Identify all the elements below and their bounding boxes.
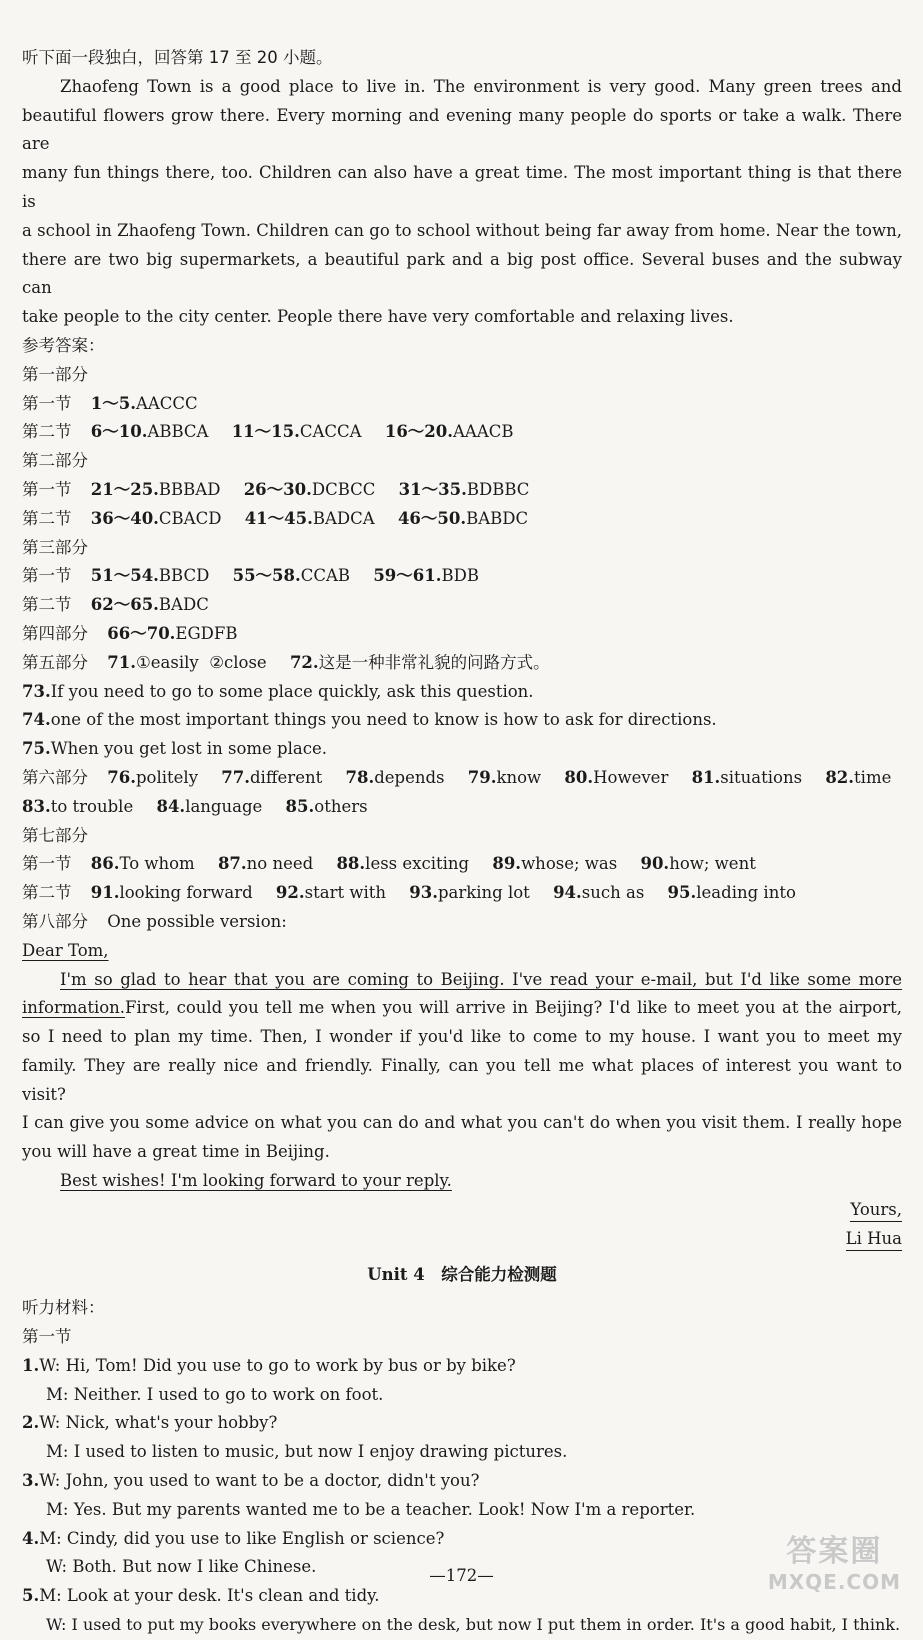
- part2-section1: [22, 476, 902, 505]
- answer-value: EGDFB: [175, 623, 238, 643]
- part6-row2: [22, 793, 902, 822]
- question-number: 83.: [22, 796, 51, 816]
- answer-value: DCBCC: [311, 479, 376, 499]
- question-number: 91.: [90, 883, 120, 903]
- answer-value: politely: [135, 767, 199, 787]
- dialogue-question: 4.M: Cindy, did you use to like English or science?: [22, 1528, 445, 1548]
- answer-value: others: [314, 796, 368, 816]
- part8-title: 第八部分: [22, 911, 88, 931]
- letter-signature: Li Hua: [22, 1225, 902, 1254]
- answer-value: language: [185, 796, 263, 816]
- question-range: 11～15.: [231, 422, 300, 442]
- question-number: 85.: [285, 796, 315, 816]
- monologue-line: a school in Zhaofeng Town. Children can go to school without being far away from home. Near the town,: [22, 220, 902, 240]
- letter-line: you will have a great time in Beijing.: [22, 1142, 330, 1162]
- part5-row75: [22, 735, 902, 764]
- answer-value: looking forward: [119, 883, 253, 903]
- part7-title: 第七部分: [22, 825, 88, 845]
- question-number: 76.: [107, 767, 136, 787]
- letter-line: family. They are really nice and friendly. Finally, can you tell me what places of interest you want to visit?: [22, 1055, 902, 1104]
- answer-value: AAACB: [453, 422, 514, 442]
- monologue-line: many fun things there, too. Children can also have a great time. The most important thing is that there is: [22, 163, 902, 211]
- answer-value: AACCC: [135, 393, 198, 413]
- dialogue-answer: W: I used to put my books everywhere on the desk, but now I put them in order. It's a good habit, I think.: [46, 1615, 901, 1635]
- part3-title: 第三部分: [22, 537, 88, 557]
- answer-value: CBACD: [158, 508, 222, 528]
- monologue-line: beautiful flowers grow there. Every morning and evening many people do sports or take a walk. There are: [22, 105, 902, 154]
- answer-value: 这是一种非常礼貌的问路方式。: [318, 652, 550, 672]
- answer-value: BBBAD: [158, 479, 221, 499]
- answer-value: start with: [304, 883, 386, 903]
- part2-title: 第二部分: [22, 451, 88, 471]
- question-number: 90.: [640, 854, 670, 874]
- section-label: 第一节: [22, 566, 72, 586]
- part6-title: 第六部分: [22, 767, 88, 787]
- monologue-line: there are two big supermarkets, a beautiful park and a big post office. Several buses and the subway can: [22, 249, 902, 298]
- answer-value: leading into: [696, 883, 796, 903]
- dialogue-question: 5.M: Look at your desk. It's clean and tidy.: [22, 1586, 380, 1606]
- monologue-paragraph: [22, 73, 902, 332]
- answer-value: situations: [720, 767, 803, 787]
- question-range: 36～40.: [90, 508, 159, 528]
- part3-section2: [22, 591, 902, 620]
- question-number: 95.: [667, 883, 697, 903]
- answer-value: to trouble: [50, 796, 134, 816]
- answer-value: ①easily: [135, 652, 199, 672]
- letter-line: I'm so glad to hear that you are coming to Beijing. I've read your e-mail, but I'd like some more: [60, 969, 902, 989]
- answer-value: When you get lost in some place.: [50, 739, 327, 759]
- part7-section1: [22, 850, 902, 879]
- unit4-title: Unit 4 综合能力检测题: [367, 1265, 557, 1285]
- question-number: 88.: [336, 854, 366, 874]
- question-number: 71.: [107, 652, 136, 672]
- part1-section2: [22, 418, 902, 447]
- answer-value: To whom: [119, 854, 195, 874]
- question-range: 6～10.: [90, 422, 148, 442]
- part1-title: 第一部分: [22, 364, 88, 384]
- answer-value: ②close: [209, 652, 267, 672]
- question-range: 51～54.: [90, 566, 159, 586]
- question-range: 62～65.: [90, 595, 159, 615]
- answer-value: how; went: [669, 854, 756, 874]
- question-range: 16～20.: [384, 422, 454, 442]
- part5-row74: [22, 706, 902, 735]
- part6-row1: [22, 764, 902, 793]
- question-range: 46～50.: [397, 508, 467, 528]
- answer-value: depends: [374, 767, 445, 787]
- question-number: 80.: [564, 767, 594, 787]
- question-range: 66～70.: [107, 623, 176, 643]
- dialogue-question: 3.W: John, you used to want to be a doctor, didn't you?: [22, 1471, 480, 1491]
- letter-line: I can give you some advice on what you can do and what you can't do when you visit them. I really hope: [22, 1113, 902, 1133]
- letter-salutation: Dear Tom,: [22, 940, 109, 960]
- question-number: 93.: [409, 883, 438, 903]
- question-range: 1～5.: [90, 393, 136, 413]
- question-range: 41～45.: [244, 508, 313, 528]
- part4-title: 第四部分: [22, 623, 88, 643]
- question-number: 74.: [22, 710, 51, 730]
- letter-yours: Yours,: [22, 1196, 902, 1225]
- answer-value: BBCD: [158, 566, 210, 586]
- answer-value: If you need to go to some place quickly, ask this question.: [50, 681, 534, 701]
- answer-value: such as: [581, 883, 645, 903]
- question-number: 73.: [22, 681, 51, 701]
- question-number: 82.: [825, 767, 855, 787]
- question-number: 87.: [217, 854, 247, 874]
- listening-material-label: 听力材料：: [22, 1298, 105, 1318]
- answer-value: no need: [246, 854, 314, 874]
- answer-value: know: [496, 767, 542, 787]
- question-number: 81.: [691, 767, 721, 787]
- monologue-line: take people to the city center. People there have very comfortable and relaxing lives.: [22, 307, 734, 327]
- letter-closing: Best wishes! I'm looking forward to your reply.: [60, 1171, 452, 1191]
- part1-section1: [22, 390, 902, 419]
- answer-value: parking lot: [437, 883, 530, 903]
- question-range: 55～58.: [232, 566, 301, 586]
- answer-key-page: [22, 44, 902, 1640]
- answer-value: CCAB: [300, 566, 351, 586]
- part2-section2: [22, 505, 902, 534]
- answer-value: BADC: [158, 595, 209, 615]
- question-number: 94.: [553, 883, 582, 903]
- section-label: 第一节: [22, 393, 72, 413]
- question-number: 92.: [275, 883, 305, 903]
- part7-section2: [22, 879, 902, 908]
- watermark-logo: 答案圈 MXQE.COM: [767, 1534, 901, 1594]
- letter-line: so I need to plan my time. Then, I wonder if you'd like to come to my house. I want you to meet my: [22, 1027, 902, 1047]
- unit4-section-label: 第一节: [22, 1327, 72, 1347]
- question-number: 84.: [156, 796, 186, 816]
- dialogue-question: 2.W: Nick, what's your hobby?: [22, 1413, 278, 1433]
- question-number: 86.: [90, 854, 120, 874]
- dialogue-question: 1.W: Hi, Tom! Did you use to go to work by bus or by bike?: [22, 1355, 516, 1375]
- question-number: 77.: [221, 767, 250, 787]
- letter-line: information.First, could you tell me when you will arrive in Beijing? I'd like to meet you at the airport,: [22, 998, 902, 1018]
- answer-value: CACCA: [299, 422, 362, 442]
- part8-note: One possible version:: [107, 911, 287, 931]
- part3-section1: [22, 562, 902, 591]
- answer-value: ABBCA: [147, 422, 209, 442]
- answer-value: different: [249, 767, 323, 787]
- answer-value: less exciting: [365, 854, 470, 874]
- part5-title: 第五部分: [22, 652, 88, 672]
- part8-heading: [22, 908, 902, 937]
- section-label: 第二节: [22, 508, 72, 528]
- answer-value: time: [854, 767, 892, 787]
- part5-row73: [22, 678, 902, 707]
- answer-value: whose; was: [521, 854, 618, 874]
- part5-row1: [22, 649, 902, 678]
- page-number: —172—: [429, 1566, 494, 1585]
- section-label: 第一节: [22, 854, 72, 874]
- question-number: 78.: [345, 767, 375, 787]
- question-number: 89.: [492, 854, 522, 874]
- part4: [22, 620, 902, 649]
- question-range: 31～35.: [398, 479, 467, 499]
- question-range: 26～30.: [243, 479, 312, 499]
- dialogue-answer: W: Both. But now I like Chinese.: [46, 1557, 317, 1577]
- question-range: 59～61.: [373, 566, 442, 586]
- section-label: 第一节: [22, 479, 72, 499]
- monologue-line: Zhaofeng Town is a good place to live in. The environment is very good. Many green trees and: [60, 76, 902, 96]
- answers-heading: 参考答案：: [22, 335, 105, 355]
- question-number: 79.: [467, 767, 497, 787]
- answer-value: BABDC: [466, 508, 529, 528]
- section-label: 第二节: [22, 883, 72, 903]
- section-label: 第二节: [22, 422, 72, 442]
- dialogue-answer: M: Yes. But my parents wanted me to be a teacher. Look! Now I'm a reporter.: [46, 1499, 696, 1519]
- question-range: 21～25.: [90, 479, 159, 499]
- section-label: 第二节: [22, 595, 72, 615]
- answer-value: BDB: [441, 566, 479, 586]
- dialogue-answer: M: I used to listen to music, but now I enjoy drawing pictures.: [46, 1442, 568, 1462]
- listening-intro: 听下面一段独白，回答第 17 至 20 小题。: [22, 48, 333, 67]
- answer-value: BADCA: [312, 508, 375, 528]
- question-number: 75.: [22, 739, 51, 759]
- answer-value: However: [593, 767, 669, 787]
- question-number: 72.: [289, 652, 319, 672]
- dialogue-answer: M: Neither. I used to go to work on foot.: [46, 1384, 384, 1404]
- answer-value: BDBBC: [466, 479, 530, 499]
- answer-value: one of the most important things you need to know is how to ask for directions.: [50, 710, 717, 730]
